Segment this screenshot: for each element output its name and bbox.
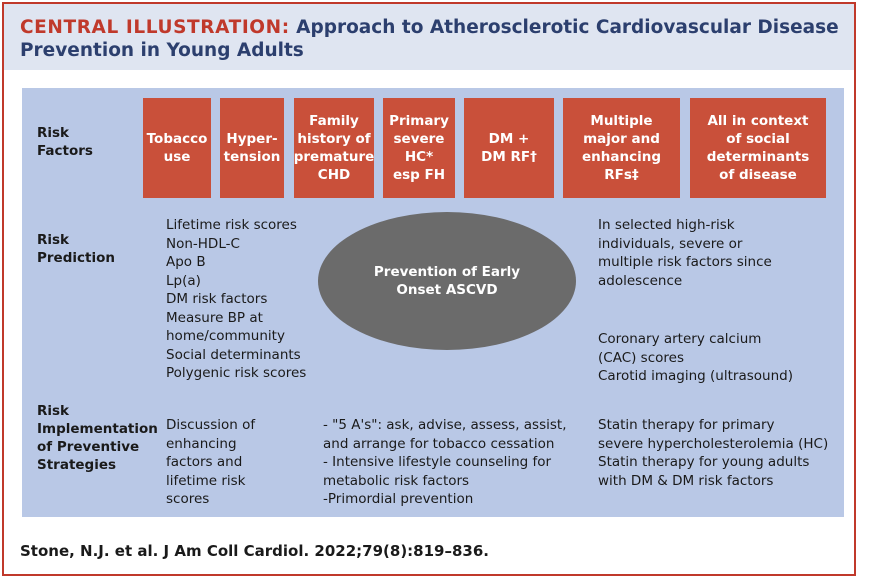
prediction-imaging: Coronary artery calcium (CAC) scores Carotid imaging (ultrasound)	[598, 331, 793, 384]
implementation-lifestyle: - "5 A's": ask, advise, assess, assist, and arrange for tobacco cessation - Intensive lifestyle counseling for metabolic risk factors -Primordial prevention	[323, 417, 567, 507]
prediction-high-risk: In selected high-risk individuals, severe or multiple risk factors since adolescence	[598, 217, 772, 289]
risk-factor-box: All in context of social determinants of disease	[690, 98, 826, 198]
title-text: Approach to Atherosclerotic Cardiovascular Disease Prevention in Young Adults	[20, 17, 839, 61]
row-label-risk-prediction: Risk Prediction	[37, 232, 115, 266]
implementation-statin: Statin therapy for primary severe hypercholesterolemia (HC) Statin therapy for young adults with DM & DM risk factors	[598, 417, 829, 489]
illustration-frame	[2, 2, 856, 576]
risk-factor-box: DM + DM RF†	[464, 98, 554, 198]
risk-factor-box: Tobacco use	[143, 98, 211, 198]
ellipse-label: Prevention of Early Onset ASCVD	[373, 264, 521, 298]
title-lead: CENTRAL ILLUSTRATION:	[20, 17, 290, 38]
risk-factor-box: Hyper- tension	[220, 98, 284, 198]
risk-factor-box: Primary severe HC* esp FH	[383, 98, 455, 198]
diagram-panel	[22, 88, 844, 517]
risk-factor-box: Multiple major and enhancing RFs‡	[563, 98, 680, 198]
row-label-risk-implementation: Risk Implementation of Preventive Strategies	[37, 403, 158, 473]
center-ellipse	[318, 212, 576, 350]
risk-factor-box: Family history of premature CHD	[294, 98, 374, 198]
header	[4, 4, 854, 70]
implementation-discussion: Discussion of enhancing factors and lifetime risk scores	[166, 417, 256, 507]
citation: Stone, N.J. et al. J Am Coll Cardiol. 2022;79(8):819–836.	[20, 542, 489, 560]
prediction-measures: Lifetime risk scores Non-HDL-C Apo B Lp(a) DM risk factors Measure BP at home/community Social determinants Polygenic risk scores	[166, 217, 307, 381]
row-label-risk-factors: Risk Factors	[37, 125, 93, 159]
page-title	[20, 16, 840, 62]
